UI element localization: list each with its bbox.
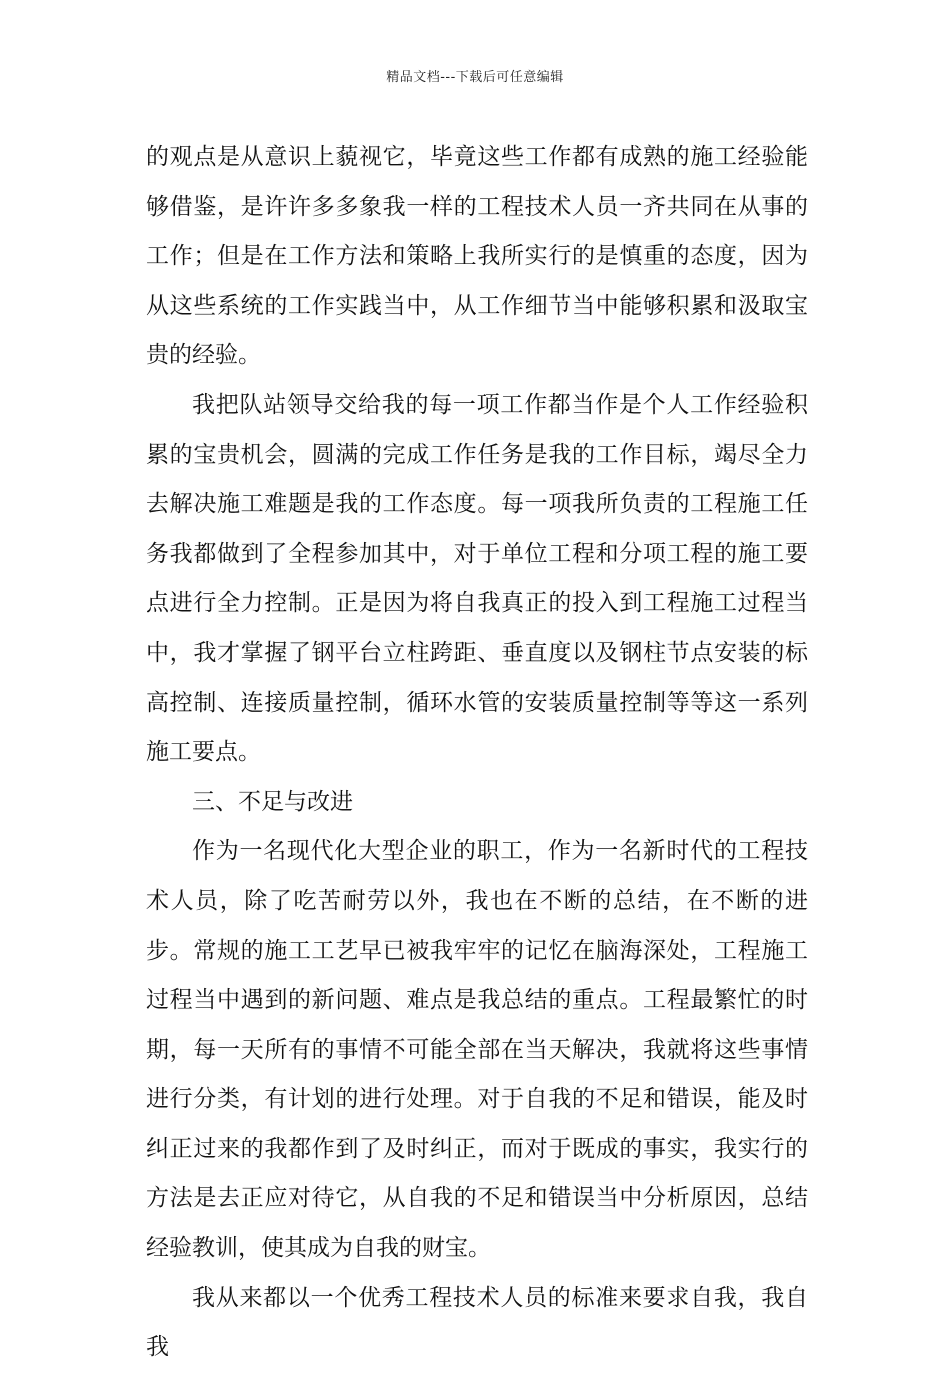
paragraph-work-attitude: 我把队站领导交给我的每一项工作都当作是个人工作经验积累的宝贵机会，圆满的完成工作任务是我的工作目标，竭尽全力去解决施工难题是我的工作态度。每一项我所负责的工程施工任务我都做到了全程参加其中，对于单位工程和分项工程的施工要点进行全力控制。正是因为将自我真正的投入到工程施工过程当中，我才掌握了钢平台立柱跨距、垂直度以及钢柱节点安装的标高控制、连接质量控制，循环水管的安装质量控制等等这一系列施工要点。 [146, 391, 808, 766]
paragraph-improvement: 作为一名现代化大型企业的职工，作为一名新时代的工程技术人员，除了吃苦耐劳以外，我也在不断的总结，在不断的进步。常规的施工工艺早已被我牢牢的记忆在脑海深处，工程施工过程当中遇到的新问题、难点是我总结的重点。工程最繁忙的时期，每一天所有的事情不可能全部在当天解决，我就将这些事情进行分类，有计划的进行处理。对于自我的不足和错误，能及时纠正过来的我都作到了及时纠正，而对于既成的事实，我实行的方法是去正应对待它，从自我的不足和错误当中分析原因，总结经验教训，使其成为自我的财宝。 [146, 838, 808, 1262]
paragraph-continuation: 的观点是从意识上藐视它，毕竟这些工作都有成熟的施工经验能够借鉴，是许许多多象我一样的工程技术人员一齐共同在从事的工作；但是在工作方法和策略上我所实行的是慎重的态度，因为从这些系统的工作实践当中，从工作细节当中能够积累和汲取宝贵的经验。 [146, 144, 808, 369]
section-heading-shortcomings: 三、不足与改进 [192, 788, 353, 815]
document-body [146, 133, 808, 1373]
paragraph-standard: 我从来都以一个优秀工程技术人员的标准来要求自我，我自我 [146, 1284, 808, 1361]
page-header: 精品文档---下载后可任意编辑 [386, 70, 564, 85]
